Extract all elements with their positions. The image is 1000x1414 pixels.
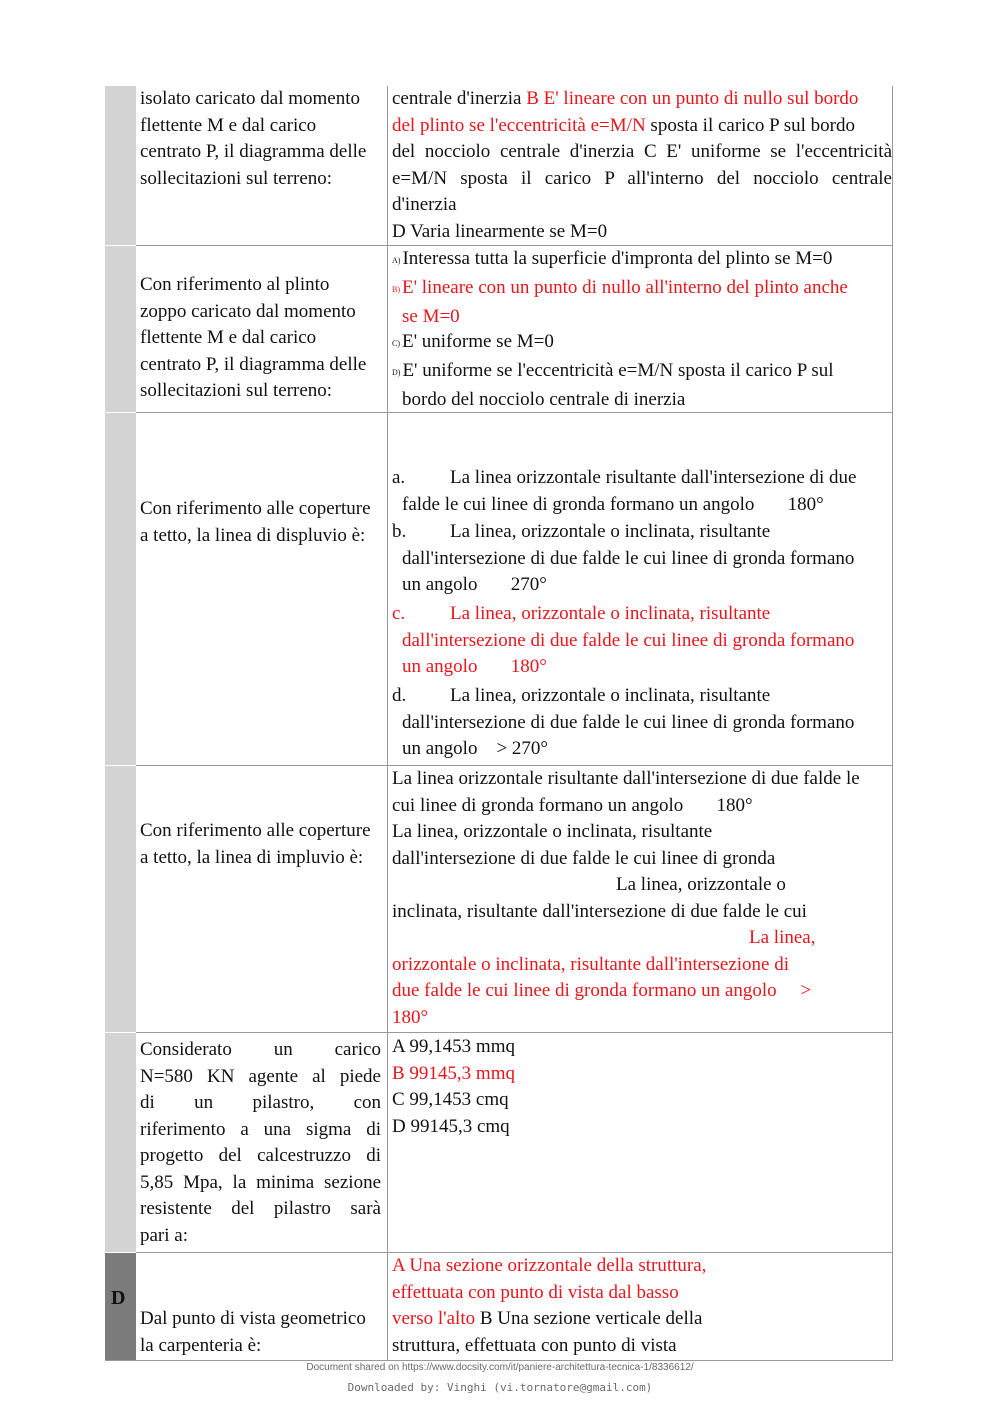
question-text [136, 1253, 388, 1360]
answer-line: struttura, effettuata con punto di vista [392, 1334, 677, 1356]
answer-line: cui linee di gronda formano un angolo 180° [392, 794, 753, 816]
answer-option-a: A) Interessa tutta la superficie d'impronta del plinto se M=0 [392, 248, 833, 269]
question-line: riferimento a una sigma di [140, 1118, 381, 1140]
question-line: sollecitazioni sul terreno: [140, 380, 333, 401]
answer-line: La linea, orizzontale o inclinata, risultante [392, 821, 713, 842]
question-row-3 [105, 413, 893, 765]
option-marker: A) [392, 256, 401, 265]
answer-option-d: D) E' uniforme se l'eccentricità e=M/N sposta il carico P sul bordo del nocciolo centrale di inerzia [392, 360, 834, 410]
row-side-marker [105, 1033, 136, 1252]
question-row-2 [105, 246, 893, 412]
row-divider [105, 1360, 893, 1361]
answer-line: La linea orizzontale risultante dall'intersezione di due falde le [392, 768, 860, 789]
download-footer: Downloaded by: Vinghi (vi.tornatore@gmail.com) [347, 1381, 653, 1394]
answer-option-c: C) E' uniforme se M=0 [392, 331, 554, 352]
answer-line: del nocciolo centrale d'inerzia C E' uniforme se l'eccentricità [392, 141, 892, 162]
option-marker: B) [392, 285, 400, 294]
question-text [136, 766, 388, 1032]
question-line: Considerato un carico [140, 1039, 381, 1060]
answer-option-a: A 99,1453 mmq [392, 1036, 515, 1057]
question-text [136, 413, 388, 765]
answer-cell [389, 1253, 893, 1360]
row-side-marker [105, 246, 136, 412]
answer-line: d'inerzia [392, 194, 457, 215]
question-line: flettente M e dal carico [140, 114, 317, 136]
answer-line: La linea, orizzontale o [616, 874, 786, 895]
answer-line: e=M/N sposta il carico P all'interno del nocciolo centrale [392, 167, 892, 189]
answer-line: orizzontale o inclinata, risultante dall'intersezione di [392, 953, 789, 975]
option-marker: D) [392, 368, 401, 377]
question-line: Con riferimento alle coperture [140, 498, 371, 519]
question-line: resistente del pilastro sarà [140, 1198, 381, 1219]
answer-line: verso l'alto B Una sezione verticale della [392, 1308, 703, 1329]
row-side-marker [105, 413, 136, 765]
question-row-4 [105, 766, 893, 1032]
question-line: a tetto, la linea di displuvio è: [140, 524, 366, 546]
question-text [136, 1033, 388, 1252]
question-line: zoppo caricato dal momento [140, 300, 356, 322]
question-line: isolato caricato dal momento [140, 88, 361, 109]
answer-line: due falde le cui linee di gronda formano un angolo > [392, 980, 812, 1001]
question-line: la carpenteria è: [140, 1334, 262, 1356]
answer-option-d: D 99145,3 cmq [392, 1115, 510, 1137]
question-row-5 [105, 1033, 893, 1252]
answer-option-a: a. La linea orizzontale risultante dall'intersezione di due falde le cui linee di gronda formano un angolo 180° [392, 467, 857, 515]
answer-line: del plinto se l'eccentricità e=M/N sposta il carico P sul bordo [392, 114, 855, 136]
docsity-share-footer: Document shared on https://www.docsity.com/it/paniere-architettura-tecnica-1/8336612/ [306, 1362, 694, 1373]
answer-line: dall'intersezione di due falde le cui linee di gronda [392, 847, 776, 869]
question-line: centrato P, il diagramma delle [140, 353, 367, 375]
answer-cell [389, 413, 893, 765]
row-side-marker [105, 86, 136, 245]
option-marker: c. [392, 603, 406, 624]
answer-line: 180° [392, 1006, 429, 1028]
question-text [136, 86, 388, 245]
option-marker: b. [392, 521, 407, 542]
question-line: a tetto, la linea di impluvio è: [140, 846, 364, 868]
answer-line: effettuata con punto di vista dal basso [392, 1281, 679, 1303]
question-line: progetto del calcestruzzo di [140, 1145, 381, 1166]
answer-cell [389, 246, 893, 412]
option-marker: C) [392, 339, 400, 348]
answer-option-c: C 99,1453 cmq [392, 1089, 509, 1110]
row-side-marker [105, 766, 136, 1032]
question-line: Con riferimento alle coperture [140, 820, 371, 841]
question-text [136, 246, 388, 412]
question-row-1 [105, 86, 893, 245]
answer-line: centrale d'inerzia B E' lineare con un punto di nullo sul bordo [392, 88, 859, 109]
answer-cell [389, 1033, 893, 1252]
answer-cell [389, 766, 893, 1032]
answer-option-c: c. La linea, orizzontale o inclinata, risultante dall'intersezione di due falde le cui linee di gronda formano un angolo 180° [392, 603, 855, 677]
question-line: centrato P, il diagramma delle [140, 141, 367, 162]
question-line: pari a: [140, 1224, 189, 1246]
answer-option-b: B 99145,3 mmq [392, 1062, 515, 1084]
question-line: sollecitazioni sul terreno: [140, 167, 333, 189]
question-line: 5,85 Mpa, la minima sezione [140, 1171, 381, 1193]
answer-cell [389, 86, 893, 245]
question-line: di un pilastro, con [140, 1092, 381, 1113]
answer-line: D Varia linearmente se M=0 [392, 220, 608, 242]
option-marker: d. [392, 685, 407, 706]
question-row-6 [105, 1253, 893, 1360]
question-line: N=580 KN agente al piede [140, 1065, 381, 1087]
question-line: Dal punto di vista geometrico [140, 1308, 366, 1329]
answer-option-d: d. La linea, orizzontale o inclinata, risultante dall'intersezione di due falde le cui linee di gronda formano un angolo > 270° [392, 685, 855, 759]
answer-line: A Una sezione orizzontale della struttura, [392, 1255, 707, 1276]
question-line: Con riferimento al plinto [140, 274, 330, 295]
row-side-marker [105, 1253, 136, 1360]
answer-line: La linea, [749, 927, 816, 948]
answer-option-b: b. La linea, orizzontale o inclinata, risultante dall'intersezione di due falde le cui linee di gronda formano un angolo 270° [392, 521, 855, 595]
section-letter: D [111, 1287, 126, 1309]
answer-option-b: B) E' lineare con un punto di nullo all'interno del plinto anche se M=0 [392, 277, 848, 327]
option-marker: a. [392, 467, 406, 488]
question-line: flettente M e dal carico [140, 327, 317, 348]
answer-line: inclinata, risultante dall'intersezione di due falde le cui [392, 900, 807, 922]
